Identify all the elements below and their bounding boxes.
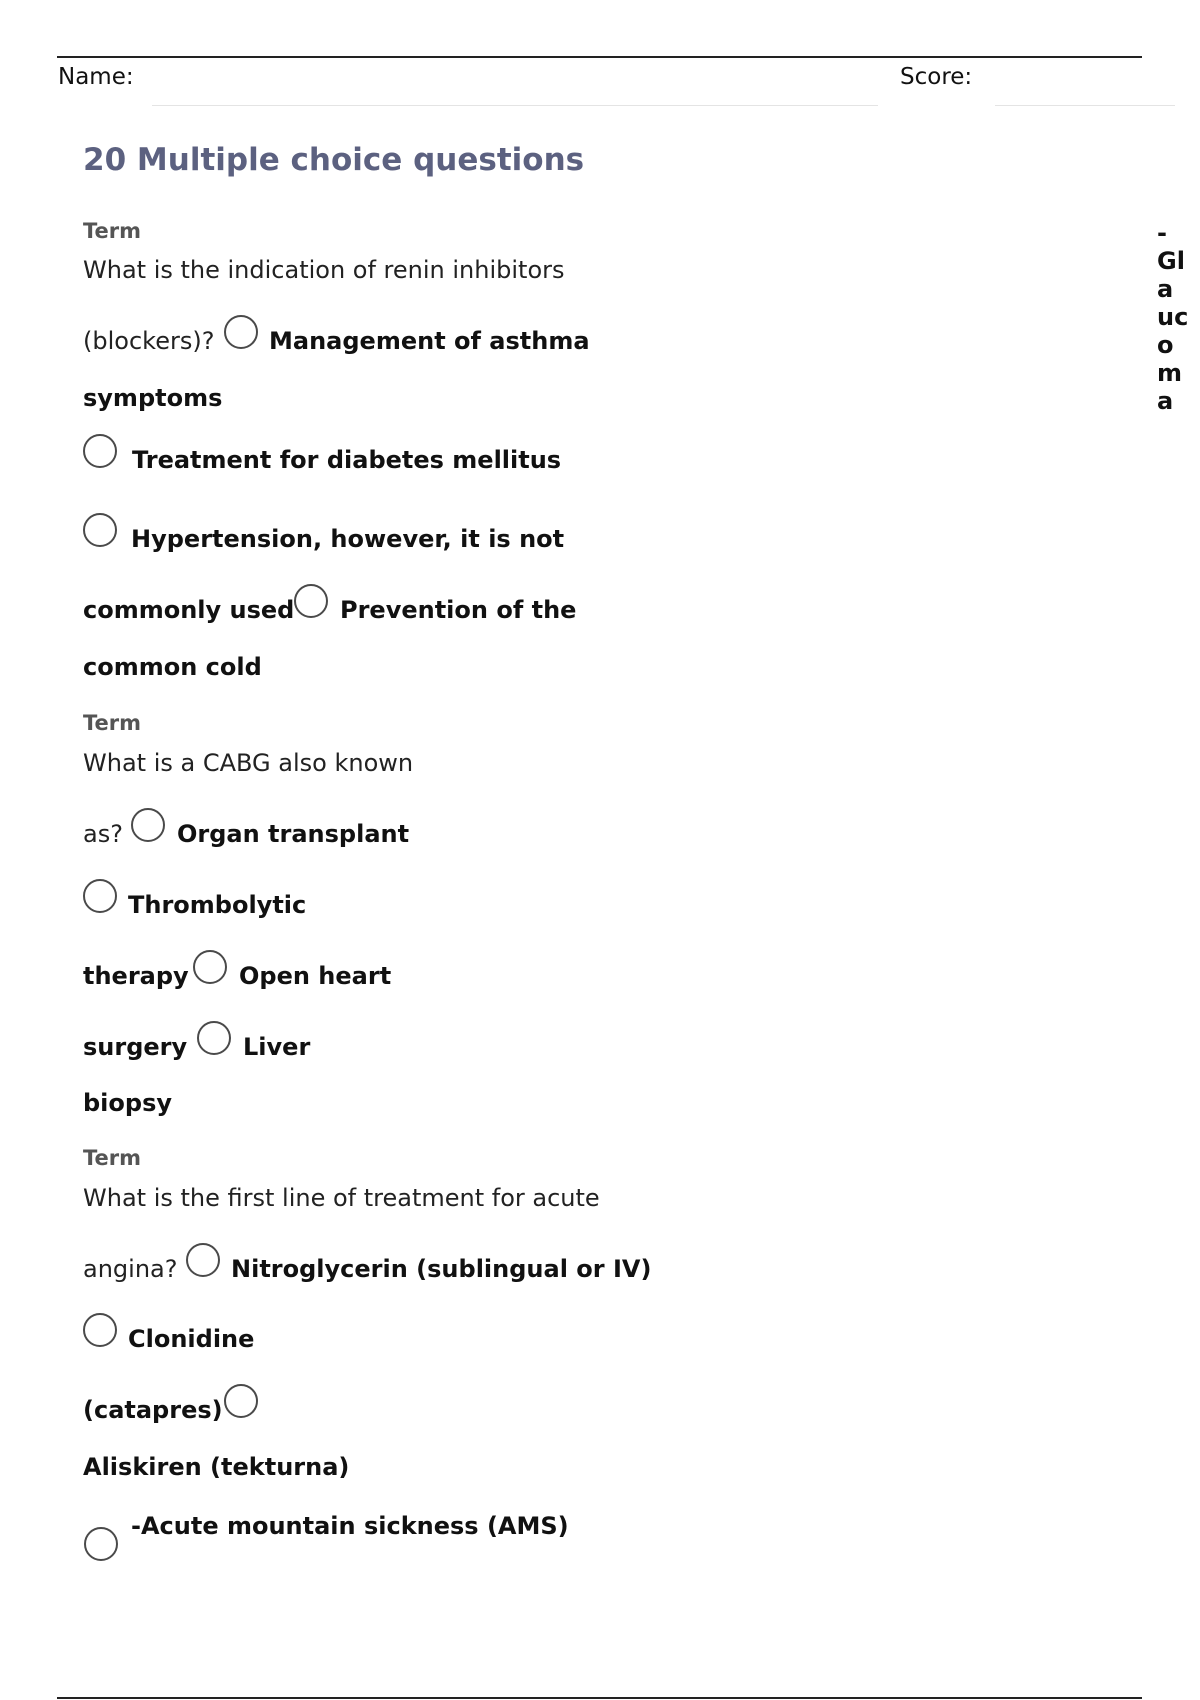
option-radio[interactable] — [197, 1021, 231, 1055]
option-radio[interactable] — [193, 950, 227, 984]
question-text: angina? — [83, 1255, 178, 1283]
top-rule — [57, 56, 1142, 58]
name-field[interactable] — [152, 105, 878, 106]
option-label: symptoms — [83, 384, 223, 412]
option-radio[interactable] — [83, 1313, 117, 1347]
option-label: Treatment for diabetes mellitus — [132, 446, 562, 474]
side-text-letter: m — [1157, 359, 1183, 387]
option-radio[interactable] — [83, 513, 117, 547]
bottom-rule — [57, 1697, 1142, 1699]
option-label: therapy — [83, 962, 189, 990]
question-text: What is a CABG also known — [83, 749, 414, 777]
option-label: biopsy — [83, 1089, 173, 1117]
name-label: Name: — [58, 64, 134, 90]
question-text: What is the first line of treatment for acute — [83, 1184, 600, 1212]
option-label: Prevention of the — [340, 596, 577, 624]
question-text: What is the indication of renin inhibitors — [83, 256, 565, 284]
side-text-letter: o — [1157, 331, 1174, 359]
option-label: commonly used — [83, 596, 295, 624]
option-label: Organ transplant — [177, 820, 410, 848]
option-radio[interactable] — [224, 315, 258, 349]
question-text: as? — [83, 820, 123, 848]
option-label: Management of asthma — [269, 327, 590, 355]
option-radio[interactable] — [294, 584, 328, 618]
option-label: common cold — [83, 653, 262, 681]
option-label: Thrombolytic — [128, 891, 307, 919]
option-radio[interactable] — [224, 1384, 258, 1418]
side-text-letter: a — [1157, 387, 1174, 415]
question-text: (blockers)? — [83, 327, 215, 355]
side-text — [1157, 219, 1188, 415]
term-label: Term — [83, 1146, 142, 1170]
score-field[interactable] — [995, 105, 1175, 106]
side-text-letter: - — [1157, 219, 1167, 247]
option-label: -Acute mountain sickness (AMS) — [131, 1512, 569, 1540]
term-label: Term — [83, 219, 142, 243]
side-text-letter: Gl — [1157, 247, 1185, 275]
option-label: (catapres) — [83, 1396, 223, 1424]
option-label: Liver — [243, 1033, 311, 1061]
option-radio[interactable] — [186, 1243, 220, 1277]
option-radio[interactable] — [83, 879, 117, 913]
option-label: Aliskiren (tekturna) — [83, 1453, 350, 1481]
option-radio[interactable] — [84, 1527, 118, 1561]
option-label: Clonidine — [128, 1325, 255, 1353]
option-radio[interactable] — [83, 434, 117, 468]
side-text-letter: a — [1157, 275, 1174, 303]
option-radio[interactable] — [131, 808, 165, 842]
section-title: 20 Multiple choice questions — [83, 142, 585, 178]
side-text-letter: uc — [1157, 303, 1189, 331]
option-label: Nitroglycerin (sublingual or IV) — [231, 1255, 652, 1283]
term-label: Term — [83, 711, 142, 735]
option-label: surgery — [83, 1033, 188, 1061]
score-label: Score: — [900, 64, 973, 90]
option-label: Hypertension, however, it is not — [131, 525, 565, 553]
option-label: Open heart — [239, 962, 392, 990]
